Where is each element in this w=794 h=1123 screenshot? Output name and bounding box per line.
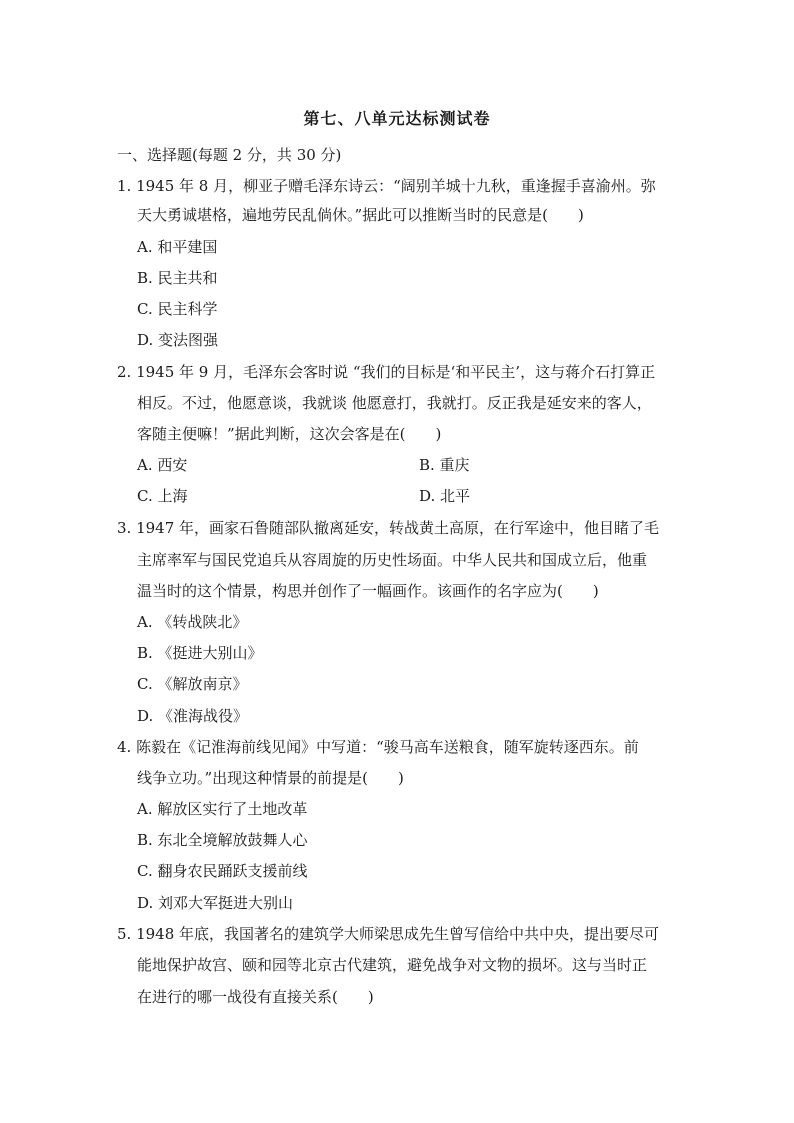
question-2-option-b[interactable]: B. 重庆 xyxy=(419,456,470,474)
question-1-line-2: 天大勇诚堪格，遍地劳民乱倘休。”据此可以推断当时的民意是( ) xyxy=(137,206,584,224)
question-3-line-3: 温当时的这个情景，构思并创作了一幅画作。该画作的名字应为( ) xyxy=(137,582,599,600)
question-2-line-3: 客随主便嘛！”据此判断，这次会客是在( ) xyxy=(137,425,442,443)
question-5-line-1: 5. 1948 年底，我国著名的建筑学大师梁思成先生曾写信给中共中央，提出要尽可 xyxy=(117,925,660,943)
question-2-line-1: 2. 1945 年 9 月，毛泽东会客时说 “我们的目标是‘和平民主’，这与蒋介石打算正 xyxy=(117,363,656,381)
question-4-line-2: 线争立功。”出现这种情景的前提是( ) xyxy=(137,769,404,787)
question-1-option-c[interactable]: C. 民主科学 xyxy=(137,300,218,318)
question-4-option-c[interactable]: C. 翻身农民踊跃支援前线 xyxy=(137,862,308,880)
question-2-option-c[interactable]: C. 上海 xyxy=(137,487,188,505)
question-1-option-a[interactable]: A. 和平建国 xyxy=(137,238,218,256)
question-2-line-2: 相反。不过，他愿意谈，我就谈 他愿意打，我就打。反正我是延安来的客人， xyxy=(137,394,652,412)
question-3-option-a[interactable]: A. 《转战陕北》 xyxy=(137,613,248,631)
question-3-option-d[interactable]: D. 《淮海战役》 xyxy=(137,707,249,725)
question-4-option-d[interactable]: D. 刘邓大军挺进大别山 xyxy=(137,894,294,912)
question-1-option-b[interactable]: B. 民主共和 xyxy=(137,269,218,287)
question-3-option-b[interactable]: B. 《挺进大别山》 xyxy=(137,644,263,662)
question-3-line-1: 3. 1947 年，画家石鲁随部队撤离延安，转战黄土高原，在行军途中，他目睹了毛 xyxy=(117,519,660,537)
page-title: 第七、八单元达标测试卷 xyxy=(303,109,491,128)
question-4-option-a[interactable]: A. 解放区实行了土地改革 xyxy=(137,800,308,818)
section-heading: 一、选择题(每题 2 分，共 30 分) xyxy=(117,146,342,164)
question-3-line-2: 主席率军与国民党追兵从容周旋的历史性场面。中华人民共和国成立后，他重 xyxy=(137,551,648,569)
question-4-option-b[interactable]: B. 东北全境解放鼓舞人心 xyxy=(137,831,308,849)
question-2-option-a[interactable]: A. 西安 xyxy=(137,456,188,474)
question-5-line-3: 在进行的哪一战役有直接关系( ) xyxy=(137,988,374,1006)
question-1-line-1: 1. 1945 年 8 月，柳亚子赠毛泽东诗云：“阔别羊城十九秋，重逢握手喜渝州。弥 xyxy=(117,177,656,195)
question-1-option-d[interactable]: D. 变法图强 xyxy=(137,331,219,349)
question-5-line-2: 能地保护故宫、颐和园等北京古代建筑，避免战争对文物的损坏。这与当时正 xyxy=(137,956,648,974)
question-2-option-d[interactable]: D. 北平 xyxy=(419,487,471,505)
question-3-option-c[interactable]: C. 《解放南京》 xyxy=(137,675,248,693)
question-4-line-1: 4. 陈毅在《记淮海前线见闻》中写道：“骏马高车送粮食，随军旋转逐西东。前 xyxy=(117,738,639,756)
